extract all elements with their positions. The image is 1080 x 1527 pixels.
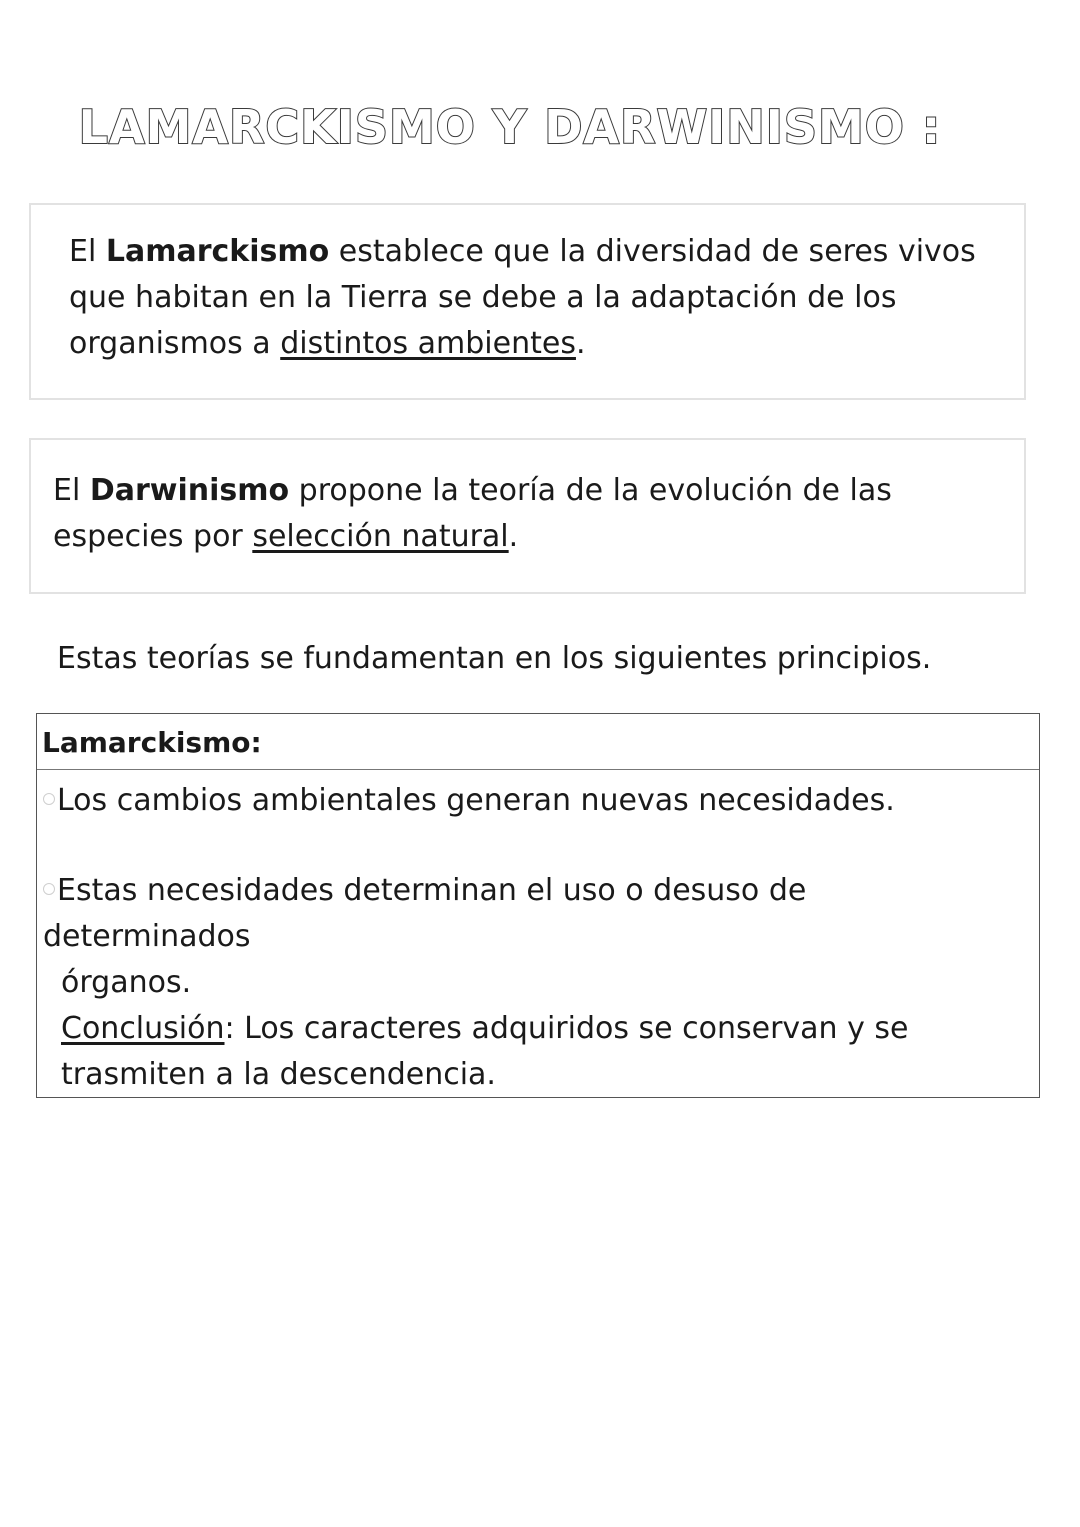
lamarckismo-definition-box [29,203,1026,400]
darwin-suffix: . [508,519,519,554]
principle-text-line2: órganos. [61,965,192,1000]
table-header: Lamarckismo: [37,714,1039,770]
bullet-circle-icon [43,883,55,895]
conclusion-text: : Los caracteres adquiridos se conservan y se trasmiten a la descendencia. [61,1011,909,1092]
conclusion [61,1006,961,1098]
darwinismo-definition [53,468,1013,560]
conclusion-label: Conclusión [61,1011,225,1046]
lamarckismo-definition [69,229,1029,367]
principle-item [43,868,1023,1006]
lamarck-prefix: El [69,234,106,269]
page-title: LAMARCKISMO Y DARWINISMO : [78,100,942,154]
darwin-text: propone la teoría de la evolución de las especies por [53,473,892,554]
principle-item [43,778,1023,824]
darwinismo-term: Darwinismo [89,473,290,508]
lamarckismo-principles-table [36,713,1040,1098]
bullet-circle-icon [43,793,55,805]
distintos-ambientes-underlined: distintos ambientes [280,326,576,361]
lamarckismo-term: Lamarckismo [105,234,330,269]
seleccion-natural-underlined: selección natural [252,519,509,554]
principle-text-line1: Estas necesidades determinan el uso o desuso de determinados [43,873,807,954]
darwinismo-definition-box [29,438,1026,594]
principle-text: Los cambios ambientales generan nuevas necesidades. [57,783,895,818]
intro-sentence: Estas teorías se fundamentan en los siguientes principios. [57,641,932,676]
lamarck-suffix: . [575,326,586,361]
lamarck-text: establece que la diversidad de seres vivos que habitan en la Tierra se debe a la adaptación de los organismos a [69,234,976,361]
darwin-prefix: El [53,473,90,508]
